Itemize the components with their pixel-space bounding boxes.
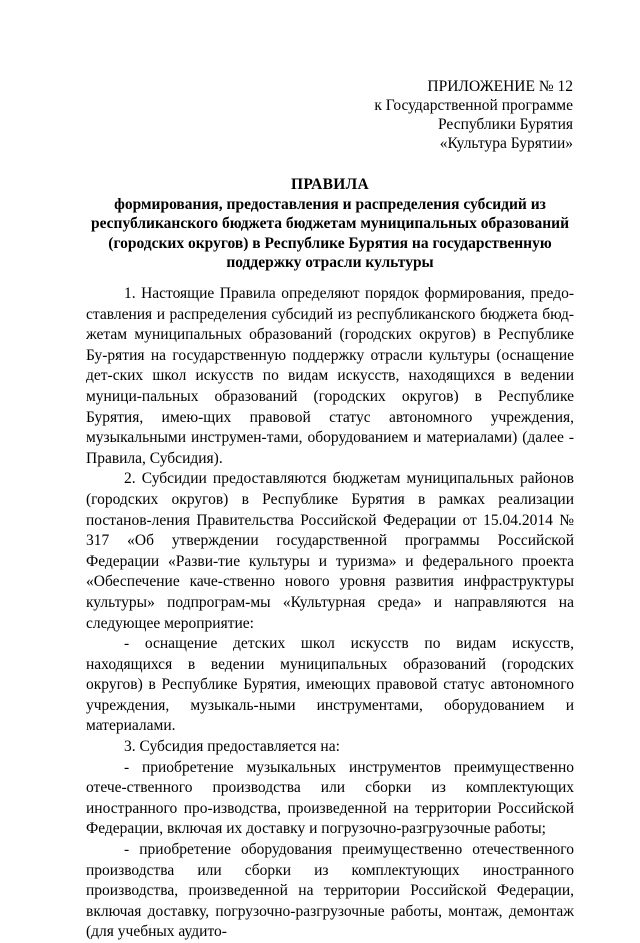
appendix-header bbox=[374, 77, 573, 153]
paragraph-1: 1. Настоящие Правила определяют порядок формирования, предо-ставления и распределения субсидий из республиканского бюджета бюд-жетам муниципальных образований (городских округов) в Республике Бу-рятия на государственную поддержку отрасли культуры (оснащение дет-ских школ искусств по видам искусств, находящихся в ведении муници-пальных образований (городских округов) в Республике Бурятия, имею-щих правовой статус автономного учреждения, музыкальными инструмен-тами, оборудованием и материалами) (далее - Правила, Субсидия). bbox=[86, 285, 574, 467]
paragraph-3: 3. Субсидия предоставляется на: bbox=[124, 738, 340, 756]
document-title bbox=[86, 175, 574, 273]
title-subtitle-line: (городских округов) в Республике Бурятия на государственную bbox=[108, 234, 552, 252]
paragraph-2-item: - оснащение детских школ искусств по видам искусств, находящихся в ведении муниципальных образований (городских округов) в Республике Бурятия, имеющих правовой статус автономного учреждения, музыкаль-ными инструментами, оборудованием и материалами. bbox=[86, 635, 574, 735]
appendix-reference: к Государственной программе bbox=[374, 97, 573, 114]
appendix-number: ПРИЛОЖЕНИЕ № 12 bbox=[427, 78, 573, 95]
page-title: ПРАВИЛА bbox=[291, 176, 369, 193]
title-subtitle-line: поддержку отрасли культуры bbox=[226, 254, 434, 271]
appendix-program-name: «Культура Бурятии» bbox=[439, 135, 573, 152]
title-subtitle-line: формирования, предоставления и распределения субсидий из bbox=[114, 195, 546, 213]
appendix-republic: Республики Бурятия bbox=[438, 116, 573, 133]
title-subtitle-line: республиканского бюджета бюджетам муниципальных образований bbox=[90, 215, 570, 232]
paragraph-3-item-2: - приобретение оборудования преимущественно отечественного производства или сборки из комплектующих иностранного производства, произведенной на территории Российской Федерации, включая доставку, погрузочно-разгрузочные работы, монтаж, демонтаж (для учебных аудито- bbox=[86, 841, 574, 941]
document-body bbox=[86, 284, 574, 941]
paragraph-2: 2. Субсидии предоставляются бюджетам муниципальных районов (городских округов) в Республике Бурятия в рамках реализации постанов-ления Правительства Российской Федерации от 15.04.2014 № 317 «Об утверждении государственной программы Российской Федерации «Разви-тие культуры и туризма» и федерального проекта «Обеспечение каче-ственно нового уровня развития инфраструктуры культуры» подпрограм-мы «Культурная среда» и направляются на следующее мероприятие: bbox=[86, 470, 574, 632]
paragraph-3-item-1: - приобретение музыкальных инструментов преимущественно отече-ственного производства или сборки из комплектующих иностранного про-изводства, произведенной на территории Российской Федерации, включая их доставку и погрузочно-разгрузочные работы; bbox=[86, 758, 574, 838]
